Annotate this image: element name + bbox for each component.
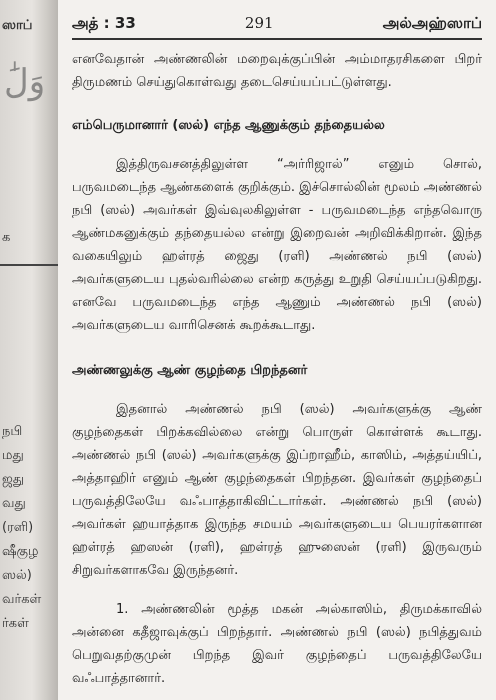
arabic-fragment: وَلَٰ: [4, 62, 46, 102]
gutter-line: மது: [2, 448, 24, 463]
gutter-line: நபி: [2, 424, 23, 439]
gutter-line: ஷீகுழ: [2, 544, 39, 559]
section-heading: அண்ணலுக்கு ஆண் குழந்தை பிறந்தனர்: [72, 363, 308, 378]
divider: [0, 264, 58, 266]
paragraph: இத்திருவசனத்திலுள்ள “அர்ரிஜால்” எனும் சொல், பருவமடைந்த ஆண்களைக் குறிக்கும். இச்சொல்லின் மூலம் அண்ணல் நபி (ஸல்) அவர்கள் இவ்வுலகிலுள்ள - பருவமடைந்த எந்தவொரு ஆண்மகனுக்கும் தந்தையல்ல என்று இறைவன் அறிவிக்கிறான். இந்த வகையிலும் ஹள்ரத் ஜைது (ரளி) அண்ணல் நபி (ஸல்) அவர்களுடைய புதல்வரில்லை என்ற கருத்து உறுதி செய்யப்படுகிறது. எனவே பருவமடைந்த எந்த ஆணும் அண்ணல் நபி (ஸல்) அவர்களுடைய வாரிசெனக் கூறக்கூடாது.: [72, 157, 482, 333]
paragraph: எனவேதான் அண்ணலின் மறைவுக்குப்பின் அம்மாதரசிகளை பிறர் திருமணம் செய்துகொள்வது தடைசெய்யப்பட்டுள்ளது.: [72, 52, 482, 90]
page-header: [72, 14, 482, 40]
gutter-line: வர்கள்: [2, 592, 42, 607]
book-page: [72, 14, 482, 690]
gutter-line: ஸல்): [2, 568, 32, 583]
gutter-line: வது: [2, 496, 26, 511]
gutter-line: ர்கள்: [2, 616, 29, 631]
gutter-line: க: [2, 230, 11, 245]
section-heading: எம்பெருமானார் (ஸல்) எந்த ஆணுக்கும் தந்தையல்ல: [72, 118, 385, 133]
paragraph: 1. அண்ணலின் மூத்த மகன் அல்காஸிம், திருமக்காவில் அன்னை கதீஜாவுக்குப் பிறந்தார். அண்ணல் நபி (ஸல்) நபித்துவம் பெறுவதற்குமுன் பிறந்த இவர் குழந்தைப் பருவத்திலேயே வஃபாத்தானார்.: [72, 602, 482, 686]
paragraph: இதனால் அண்ணல் நபி (ஸல்) அவர்களுக்கு ஆண் குழந்தைகள் பிறக்கவில்லை என்று பொருள் கொள்ளக் கூடாது. அண்ணல் நபி (ஸல்) அவர்களுக்கு இப்றாஹீம், காஸிம், அத்தய்யிப், அத்தாஹிர் எனும் ஆண் குழந்தைகள் பிறந்தன. இவர்கள் குழந்தைப் பருவத்திலேயே வஃபாத்தாகிவிட்டார்கள். அண்ணல் நபி (ஸல்) அவர்கள் ஹயாத்தாக இருந்த சமயம் அவர்களுடைய பெயரர்களான ஹள்ரத் ஹஸன் (ரளி), ஹள்ரத் ஹுஸைன் (ரளி) இருவரும் சிறுவர்களாகவே இருந்தனர்.: [72, 402, 482, 578]
surah-title: அல்அஹ்ஸாப்: [382, 14, 482, 32]
previous-page-margin: [0, 0, 58, 700]
gutter-line: (ரளி): [2, 520, 34, 535]
gutter-line: ஜது: [2, 472, 25, 487]
page-number: 291: [244, 14, 274, 32]
gutter-line: ஸாப்: [2, 18, 33, 33]
chapter-label: அத் : 33: [72, 14, 136, 32]
